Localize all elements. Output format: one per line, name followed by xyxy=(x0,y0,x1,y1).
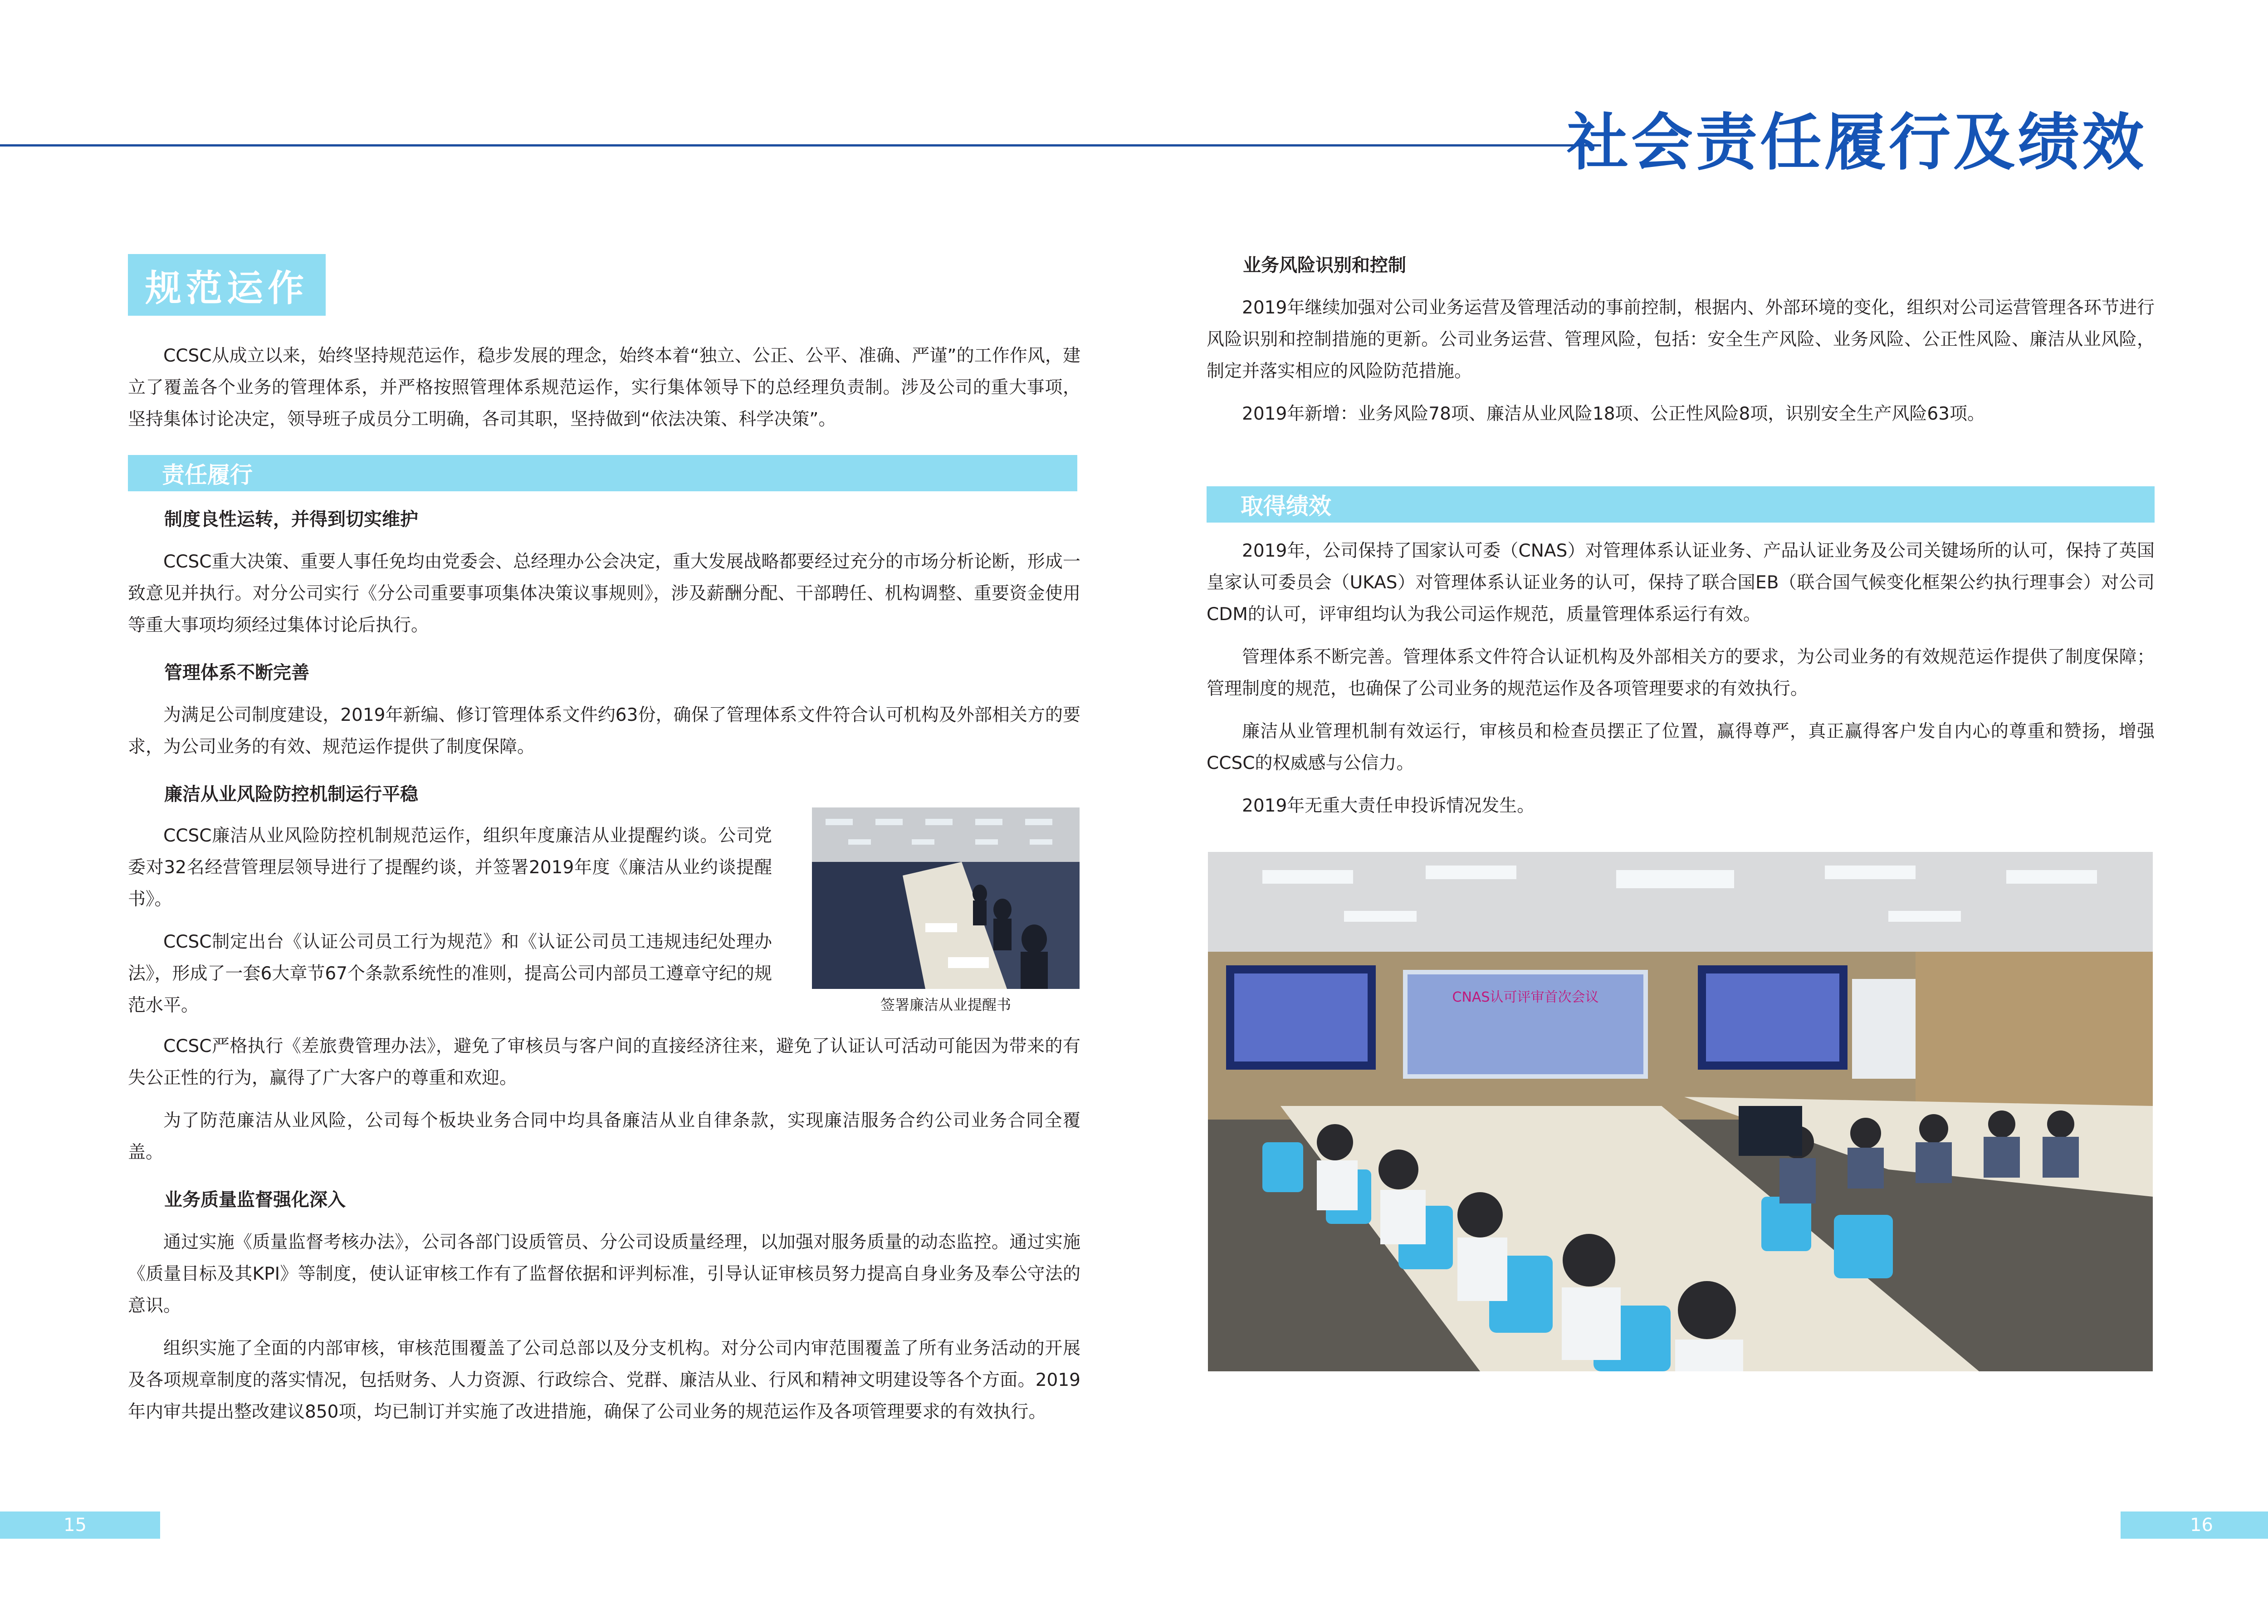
paragraph-no-complaints: 2019年无重大责任申投诉情况发生。 xyxy=(1242,796,1535,816)
paragraph-travel-expense: CCSC严格执行《差旅费管理办法》，避免了审核员与客户间的直接经济往来，避免了认证认可活动可能因为带来的有失公正性的行为，赢得了广大客户的尊重和欢迎。 xyxy=(128,1036,1080,1088)
paragraph-risk-update: 2019年继续加强对公司业务运营及管理活动的事前控制，根据内、外部环境的变化，组织对公司运营管理各环节进行风险识别和控制措施的更新。公司业务运营、管理风险，包括：安全生产风险、业务风险、公正性风险、廉洁从业风险，制定并落实相应的风险防范措施。 xyxy=(1207,298,2155,382)
integrity-text-continued xyxy=(128,1031,1080,1428)
intro-block xyxy=(128,340,1080,435)
subheading-integrity-risk: 廉洁从业风险防控机制运行平稳 xyxy=(164,784,418,805)
paragraph-risk-counts: 2019年新增：业务风险78项、廉洁从业风险18项、公正性风险8项，识别安全生产风险63项。 xyxy=(1242,404,1985,424)
page-header-title: 社会责任履行及绩效 xyxy=(1567,107,2146,179)
paragraph-documents: 为满足公司制度建设，2019年新编、修订管理体系文件约63份，确保了管理体系文件符合认可机构及外部相关方的要求，为公司业务的有效、规范运作提供了制度保障。 xyxy=(128,705,1080,757)
section-bar-responsibility: 责任履行 xyxy=(128,455,1077,491)
page-number-right: 16 xyxy=(2121,1511,2268,1539)
photo-signing xyxy=(812,807,1080,989)
paragraph-integrity-mechanism: 廉洁从业管理机制有效运行，审核员和检查员摆正了位置，赢得尊严，真正赢得客户发自内心的尊重和赞扬，增强CCSC的权威感与公信力。 xyxy=(1207,721,2155,773)
responsibility-block xyxy=(128,504,1080,810)
paragraph-decisions: CCSC重大决策、重要人事任免均由党委会、总经理办公会决定，重大发展战略都要经过充分的市场分析论断，形成一致意见并执行。对分公司实行《分公司重要事项集体决策议事规则》，涉及薪酬分配、干部聘任、机构调整、重要资金使用等重大事项均须经过集体讨论后执行。 xyxy=(128,552,1080,636)
paragraph-internal-audit: 组织实施了全面的内部审核，审核范围覆盖了公司总部以及分支机构。对分公司内审范围覆盖了所有业务活动的开展及各项规章制度的落实情况，包括财务、人力资源、行政综合、党群、廉洁从业、行风和精神文明建设等各个方面。2019年内审共提出整改建议850项，均已制订并实施了改进措施，确保了公司业务的规范运作及各项管理要求的有效执行。 xyxy=(128,1338,1080,1422)
subheading-management-system: 管理体系不断完善 xyxy=(164,662,309,683)
paragraph-system-improvement: 管理体系不断完善。管理体系文件符合认证机构及外部相关方的要求，为公司业务的有效规范运作提供了制度保障；管理制度的规范，也确保了公司业务的规范运作及各项管理要求的有效执行。 xyxy=(1207,647,2155,699)
photo-meeting xyxy=(1208,852,2153,1371)
section-title-badge: 规范运作 xyxy=(128,254,326,316)
subheading-risk-identification: 业务风险识别和控制 xyxy=(1243,255,1406,276)
paragraph-contract-clauses: 为了防范廉洁从业风险，公司每个板块业务合同中均具备廉洁从业自律条款，实现廉洁服务合约公司业务合同全覆盖。 xyxy=(128,1110,1080,1163)
paragraph-integrity-talks: CCSC廉洁从业风险防控机制规范运作，组织年度廉洁从业提醒约谈。公司党委对32名经营管理层领导进行了提醒约谈，并签署2019年度《廉洁从业约谈提醒书》。 xyxy=(128,826,772,910)
section-bar-performance: 取得绩效 xyxy=(1207,486,2155,523)
subheading-quality-supervision: 业务质量监督强化深入 xyxy=(164,1189,346,1210)
page-number-left: 15 xyxy=(0,1511,160,1539)
risk-control-block xyxy=(1207,249,2155,430)
intro-paragraph: CCSC从成立以来，始终坚持规范运作，稳步发展的理念，始终本着“独立、公正、公平、准确、严谨”的工作作风，建立了覆盖各个业务的管理体系，并严格按照管理体系规范运作，实行集体领导下的总经理负责制。涉及公司的重大事项，坚持集体讨论决定，领导班子成员分工明确，各司其职，坚持做到“依法决策、科学决策”。 xyxy=(128,346,1080,430)
paragraph-conduct-rules: CCSC制定出台《认证公司员工行为规范》和《认证公司员工违规违纪处理办法》，形成了一套6大章节67个条款系统性的准则，提高公司内部员工遵章守纪的规范水平。 xyxy=(128,932,772,1016)
photo-caption: 签署廉洁从业提醒书 xyxy=(880,996,1011,1013)
paragraph-quality-measures: 通过实施《质量监督考核办法》，公司各部门设质管员、分公司设质量经理，以加强对服务质量的动态监控。通过实施《质量目标及其KPI》等制度，使认证审核工作有了监督依据和评判标准，引导认证审核员努力提高自身业务及奉公守法的意识。 xyxy=(128,1232,1080,1316)
screen-caption-text: CNAS认可评审首次会议 xyxy=(1452,989,1599,1005)
paragraph-accreditation: 2019年，公司保持了国家认可委（CNAS）对管理体系认证业务、产品认证业务及公司关键场所的认可，保持了英国皇家认可委员会（UKAS）对管理体系认证业务的认可，保持了联合国EB（联合国气候变化框架公约执行理事会）对公司CDM的认可，评审组均认为我公司运作规范，质量管理体系运行有效。 xyxy=(1207,541,2155,625)
subheading-system-operation: 制度良性运转，并得到切实维护 xyxy=(164,509,418,530)
performance-block xyxy=(1207,535,2155,822)
header-rule xyxy=(0,144,1601,147)
integrity-text-column xyxy=(128,820,772,1022)
